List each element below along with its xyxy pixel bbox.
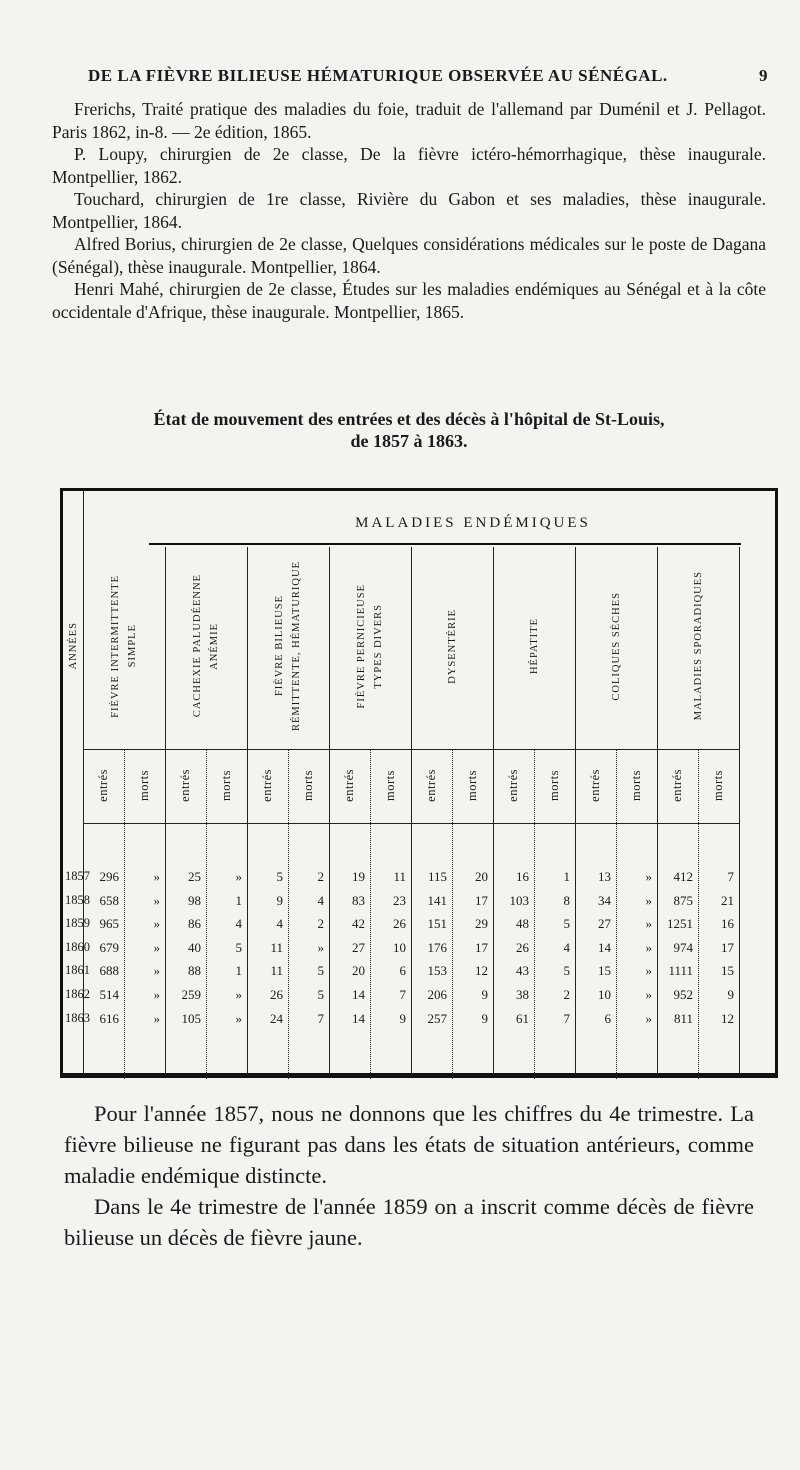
morts-cell: 5 xyxy=(235,939,242,955)
morts-cell: 1 xyxy=(235,892,242,908)
entrees-cell: 27 xyxy=(352,939,365,955)
statistics-table xyxy=(60,488,778,1078)
table-row xyxy=(63,865,775,888)
morts-cell: 15 xyxy=(721,963,734,979)
entrees-cell: 688 xyxy=(99,963,119,979)
disease-name: FIÈVRE BILIEUSE xyxy=(274,595,285,697)
morts-cell: 29 xyxy=(475,916,488,932)
year-cell: 1861 xyxy=(65,963,90,978)
morts-cell: 5 xyxy=(317,963,324,979)
entrees-cell: 412 xyxy=(673,869,693,884)
subheader-entrees xyxy=(165,749,206,821)
disease-name: FIÈVRE INTERMITTENTE xyxy=(110,574,121,718)
disease-header xyxy=(83,551,165,741)
reference-entry: Touchard, chirurgien de 1re classe, Rivière du Gabon et ses maladies, thèse inaugurale. Montpellier, 1864. xyxy=(52,189,766,232)
morts-cell: » xyxy=(645,1010,652,1026)
entrees-cell: 176 xyxy=(427,939,447,955)
reference-entry: Alfred Borius, chirurgien de 2e classe, Quelques considérations médicales sur le poste de Dagana (Sénégal), thèse inaugurale. Montpellier, 1864. xyxy=(52,234,766,277)
morts-cell: » xyxy=(153,987,160,1002)
morts-cell: 7 xyxy=(727,869,734,884)
morts-cell: 2 xyxy=(317,916,324,932)
subheader-entrees xyxy=(411,749,452,821)
entrees-cell: 151 xyxy=(427,916,447,932)
entrees-cell: 10 xyxy=(598,987,611,1002)
entrees-cell: 98 xyxy=(188,892,201,908)
subheader-label: entrés xyxy=(588,768,602,802)
entrees-cell: 141 xyxy=(427,892,447,908)
subheader-entrees xyxy=(247,749,288,821)
disease-subtitle: SIMPLE xyxy=(127,624,138,668)
subheader-morts xyxy=(124,749,165,821)
morts-cell: 20 xyxy=(475,869,488,884)
morts-cell: 7 xyxy=(563,1010,570,1026)
subheader-entrees xyxy=(657,749,698,821)
disease-name: COLIQUES SÈCHES xyxy=(610,591,622,701)
body-paragraph: Dans le 4e trimestre de l'année 1859 on a inscrit comme décès de fièvre bilieuse un décès de fièvre jaune. xyxy=(64,1194,754,1250)
morts-cell: 5 xyxy=(563,963,570,979)
entrees-cell: 952 xyxy=(673,987,693,1002)
entrees-cell: 24 xyxy=(270,1010,283,1026)
morts-cell: 2 xyxy=(317,869,324,884)
disease-header xyxy=(165,551,247,741)
entrees-cell: 296 xyxy=(99,869,119,884)
morts-cell: 1 xyxy=(235,963,242,979)
morts-cell: 21 xyxy=(721,892,734,908)
morts-cell: » xyxy=(153,892,160,908)
morts-cell: 4 xyxy=(317,892,324,908)
disease-subtitle: ANÉMIE xyxy=(209,622,220,670)
morts-cell: » xyxy=(645,963,652,979)
subheader-label: entrés xyxy=(424,768,438,802)
entrees-cell: 9 xyxy=(276,892,283,908)
disease-subtitle: RÉMITTENTE, HÉMATURIQUE xyxy=(291,561,302,731)
subheader-label: morts xyxy=(465,769,479,801)
table-row xyxy=(63,1007,775,1030)
subheader-label: entrés xyxy=(342,768,356,802)
table-caption-line: État de mouvement des entrées et des décès à l'hôpital de St-Louis, xyxy=(153,409,665,429)
morts-cell: » xyxy=(317,939,324,955)
morts-cell: 5 xyxy=(563,916,570,932)
entrees-cell: 153 xyxy=(427,963,447,979)
morts-cell: » xyxy=(645,869,652,884)
body-paragraph: Pour l'année 1857, nous ne donnons que les chiffres du 4e trimestre. La fièvre bilieuse ne figurant pas dans les états de situation antérieurs, comme maladie endémique distincte. xyxy=(64,1101,754,1188)
morts-cell: 10 xyxy=(393,939,406,955)
morts-cell: 9 xyxy=(481,987,488,1002)
morts-cell: » xyxy=(645,939,652,955)
table-row xyxy=(63,889,775,912)
entrees-cell: 257 xyxy=(427,1010,447,1026)
disease-header xyxy=(247,551,329,741)
subheader-label: morts xyxy=(137,769,151,801)
entrees-cell: 16 xyxy=(516,869,529,884)
entrees-cell: 679 xyxy=(99,939,119,955)
entrees-cell: 26 xyxy=(270,987,283,1002)
super-header-rule xyxy=(149,543,741,545)
entrees-cell: 259 xyxy=(181,987,201,1002)
reference-entry: Henri Mahé, chirurgien de 2e classe, Études sur les maladies endémiques au Sénégal et à la côte occidentale d'Afrique, thèse inaugurale. Montpellier, 1865. xyxy=(52,279,766,322)
table-caption xyxy=(52,408,766,452)
entrees-cell: 11 xyxy=(270,963,283,979)
disease-name: DYSENTÉRIE xyxy=(446,608,458,684)
running-head xyxy=(88,66,768,86)
disease-header xyxy=(575,551,657,741)
morts-cell: 17 xyxy=(475,939,488,955)
morts-cell: » xyxy=(235,987,242,1002)
entrees-cell: 14 xyxy=(352,1010,365,1026)
entrees-cell: 13 xyxy=(598,869,611,884)
disease-subtitle: TYPES DIVERS xyxy=(373,603,384,689)
morts-cell: » xyxy=(153,869,160,884)
entrees-cell: 15 xyxy=(598,963,611,979)
entrees-cell: 14 xyxy=(352,987,365,1002)
table-row xyxy=(63,912,775,935)
entrees-cell: 25 xyxy=(188,869,201,884)
subheader-morts xyxy=(206,749,247,821)
morts-cell: 23 xyxy=(393,892,406,908)
morts-cell: 17 xyxy=(475,892,488,908)
entrees-cell: 514 xyxy=(99,987,119,1002)
disease-header xyxy=(329,551,411,741)
table-super-header: MALADIES ENDÉMIQUES xyxy=(355,515,591,531)
entrees-cell: 105 xyxy=(181,1010,201,1026)
table-row xyxy=(63,959,775,982)
entrees-cell: 206 xyxy=(427,987,447,1002)
entrees-cell: 88 xyxy=(188,963,201,979)
subheader-morts xyxy=(370,749,411,821)
entrees-cell: 616 xyxy=(99,1010,119,1026)
morts-cell: 12 xyxy=(721,1010,734,1026)
annees-column-header xyxy=(63,551,83,741)
entrees-cell: 875 xyxy=(673,892,693,908)
morts-cell: » xyxy=(153,916,160,932)
body-text xyxy=(64,1098,754,1253)
morts-cell: 1 xyxy=(563,869,570,884)
morts-cell: 7 xyxy=(399,987,406,1002)
disease-name: HÉPATITE xyxy=(528,617,540,675)
subheader-label: morts xyxy=(301,769,315,801)
subheader-morts xyxy=(616,749,657,821)
year-cell: 1863 xyxy=(65,1010,90,1025)
entrees-cell: 40 xyxy=(188,939,201,955)
subheader-label: entrés xyxy=(260,768,274,802)
annees-label: ANNÉES xyxy=(67,622,79,670)
entrees-cell: 1111 xyxy=(668,963,693,979)
subheader-morts xyxy=(698,749,739,821)
morts-cell: 5 xyxy=(317,987,324,1002)
entrees-cell: 115 xyxy=(427,869,447,884)
entrees-cell: 42 xyxy=(352,916,365,932)
entrees-cell: 974 xyxy=(673,939,693,955)
subheader-label: morts xyxy=(547,769,561,801)
subheader-label: entrés xyxy=(506,768,520,802)
subheader-morts xyxy=(288,749,329,821)
morts-cell: » xyxy=(645,892,652,908)
reference-entry: Frerichs, Traité pratique des maladies du foie, traduit de l'allemand par Duménil et J. Pellagot. Paris 1862, in-8. — 2e édition, 1865. xyxy=(52,99,766,142)
subheader-label: entrés xyxy=(670,768,684,802)
morts-cell: 2 xyxy=(563,987,570,1002)
entrees-cell: 4 xyxy=(276,916,283,932)
morts-cell: 4 xyxy=(563,939,570,955)
entrees-cell: 658 xyxy=(99,892,119,908)
morts-cell: 9 xyxy=(399,1010,406,1026)
running-head-title: DE LA FIÈVRE BILIEUSE HÉMATURIQUE OBSERVÉE AU SÉNÉGAL. xyxy=(88,66,668,85)
morts-cell: » xyxy=(153,1010,160,1026)
entrees-cell: 965 xyxy=(99,916,119,932)
entrees-cell: 20 xyxy=(352,963,365,979)
entrees-cell: 48 xyxy=(516,916,529,932)
morts-cell: 6 xyxy=(399,963,406,979)
disease-header xyxy=(493,551,575,741)
subheader-label: morts xyxy=(383,769,397,801)
subheader-morts xyxy=(534,749,575,821)
table-row xyxy=(63,983,775,1006)
bibliography xyxy=(52,98,766,323)
morts-cell: » xyxy=(235,1010,242,1026)
morts-cell: 9 xyxy=(481,1010,488,1026)
year-cell: 1862 xyxy=(65,987,90,1001)
entrees-cell: 61 xyxy=(516,1010,529,1026)
entrees-cell: 19 xyxy=(352,869,365,884)
entrees-cell: 38 xyxy=(516,987,529,1002)
disease-name: MALADIES SPORADIQUES xyxy=(692,571,704,721)
entrees-cell: 83 xyxy=(352,892,365,908)
subheader-entrees xyxy=(329,749,370,821)
page-number: 9 xyxy=(759,66,768,85)
subheader-label: morts xyxy=(711,769,725,801)
morts-cell: 7 xyxy=(317,1010,324,1026)
subheader-label: entrés xyxy=(178,768,192,802)
entrees-cell: 1251 xyxy=(667,916,693,932)
morts-cell: » xyxy=(645,987,652,1002)
subheader-label: entrés xyxy=(96,768,110,802)
subheader-entrees xyxy=(575,749,616,821)
subheader-label: morts xyxy=(219,769,233,801)
entrees-cell: 86 xyxy=(188,916,201,932)
morts-cell: 26 xyxy=(393,916,406,932)
year-cell: 1857 xyxy=(65,869,90,883)
entrees-cell: 103 xyxy=(509,892,529,908)
entrees-cell: 43 xyxy=(516,963,529,979)
disease-name: FIÈVRE PERNICIEUSE xyxy=(356,583,367,709)
year-cell: 1859 xyxy=(65,916,90,931)
subheader-label: morts xyxy=(629,769,643,801)
year-cell: 1858 xyxy=(65,892,90,907)
morts-cell: 12 xyxy=(475,963,488,979)
disease-header xyxy=(411,551,493,741)
subheader-rule xyxy=(83,823,739,824)
subheader-entrees xyxy=(493,749,534,821)
subheader-entrees xyxy=(83,749,124,821)
morts-cell: » xyxy=(235,869,242,884)
morts-cell: 9 xyxy=(727,987,734,1002)
morts-cell: » xyxy=(153,939,160,955)
entrees-cell: 34 xyxy=(598,892,611,908)
entrees-cell: 14 xyxy=(598,939,611,955)
disease-name: CACHEXIE PALUDÉENNE xyxy=(192,574,203,718)
entrees-cell: 6 xyxy=(604,1010,611,1026)
reference-entry: P. Loupy, chirurgien de 2e classe, De la fièvre ictéro-hémorrhagique, thèse inaugurale. Montpellier, 1862. xyxy=(52,144,766,187)
disease-header xyxy=(657,551,739,741)
morts-cell: » xyxy=(153,963,160,979)
year-cell: 1860 xyxy=(65,939,90,954)
table-caption-line: de 1857 à 1863. xyxy=(350,431,468,451)
morts-cell: 17 xyxy=(721,939,734,955)
morts-cell: 11 xyxy=(393,869,406,884)
morts-cell: 16 xyxy=(721,916,734,932)
subheader-morts xyxy=(452,749,493,821)
entrees-cell: 11 xyxy=(270,939,283,955)
morts-cell: 8 xyxy=(563,892,570,908)
morts-cell: 4 xyxy=(235,916,242,932)
header-rule xyxy=(83,749,739,750)
entrees-cell: 27 xyxy=(598,916,611,932)
table-row xyxy=(63,936,775,959)
entrees-cell: 5 xyxy=(276,869,283,884)
entrees-cell: 26 xyxy=(516,939,529,955)
morts-cell: » xyxy=(645,916,652,932)
entrees-cell: 811 xyxy=(673,1010,693,1026)
